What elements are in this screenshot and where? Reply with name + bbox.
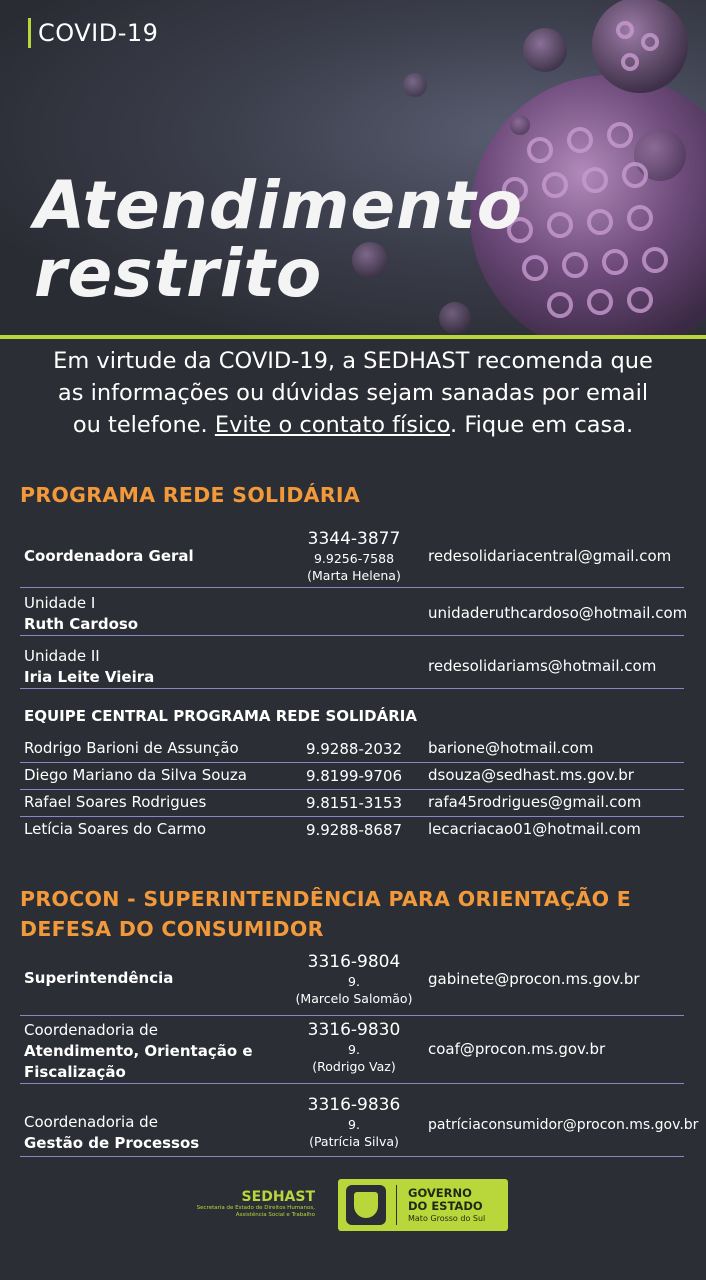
team-heading: EQUIPE CENTRAL PROGRAMA REDE SOLIDÁRIA (24, 707, 417, 725)
team-name: Rodrigo Barioni de Assunção (24, 739, 239, 757)
contact-row-superintendencia (20, 950, 684, 1016)
governo-logo (338, 1179, 508, 1231)
contact-row-coordenadoria-gestao (20, 1086, 699, 1157)
section-title-programa: PROGRAMA REDE SOLIDÁRIA (20, 483, 361, 507)
team-row (20, 790, 684, 817)
governo-text: GOVERNO DO ESTADO Mato Grosso do Sul (408, 1186, 486, 1223)
team-row (20, 817, 684, 843)
procon-title-line1: PROCON - SUPERINTENDÊNCIA PARA ORIENTAÇÃO E (20, 887, 632, 911)
intro-line3-post: . Fique em casa. (450, 412, 634, 438)
intro-line3-pre: ou telefone. (72, 412, 215, 438)
contact-row-unidade-2 (20, 637, 684, 689)
intro-emphasis: Evite o contato físico (214, 412, 451, 438)
contact-email[interactable]: unidaderuthcardoso@hotmail.com (428, 604, 688, 622)
hero-title-line2: restrito (34, 235, 323, 312)
sedhast-sub2: Assistência Social e Trabalho (235, 1212, 315, 1218)
section-title-procon (20, 884, 631, 944)
hero-title (34, 167, 524, 312)
team-phone: 9.8199-9706 (305, 767, 403, 785)
contact-row-coordenadoria-atendimento (20, 1017, 684, 1084)
team-email[interactable]: dsouza@sedhast.ms.gov.br (428, 766, 634, 784)
team-phone: 9.9288-2032 (305, 740, 403, 758)
sedhast-sub1: Secretaria de Estado de Direitos Humanos, (196, 1205, 315, 1211)
contact-name: Unidade II Iria Leite Vieira (24, 647, 155, 686)
team-phone: 9.8151-3153 (305, 794, 403, 812)
contact-phone: 3316-9830 9. (Rodrigo Vaz) (307, 1020, 401, 1074)
logo-divider (396, 1185, 397, 1225)
procon-title-line2: DEFESA DO CONSUMIDOR (20, 917, 324, 941)
contact-email[interactable]: patríciaconsumidor@procon.ms.gov.br (428, 1117, 699, 1133)
team-row (20, 763, 684, 790)
hero-banner (0, 0, 706, 338)
contact-phone: 3344-3877 9.9256-7588 (Marta Helena) (307, 529, 401, 583)
contact-email[interactable]: coaf@procon.ms.gov.br (428, 1040, 606, 1058)
sedhast-title: SEDHAST (241, 1189, 315, 1205)
state-crest-icon (346, 1185, 386, 1225)
intro-line3 (20, 409, 686, 441)
contact-name: Coordenadoria de Gestão de Processos (24, 1113, 200, 1152)
contact-row-coordenadora (20, 526, 684, 588)
team-name: Rafael Soares Rodrigues (24, 793, 207, 811)
intro-line2: as informações ou dúvidas sejam sanadas por email (57, 380, 649, 406)
covid-tag: COVID-19 (28, 18, 158, 48)
team-phone: 9.9288-8687 (305, 821, 403, 839)
contact-email[interactable]: gabinete@procon.ms.gov.br (428, 970, 640, 988)
team-name: Diego Mariano da Silva Souza (24, 766, 247, 784)
hero-title-line1: Atendimento (34, 167, 524, 244)
intro-text (20, 345, 686, 441)
contact-email[interactable]: redesolidariacentral@gmail.com (428, 547, 672, 565)
team-email[interactable]: lecacriacao01@hotmail.com (428, 820, 641, 838)
team-name: Letícia Soares do Carmo (24, 820, 207, 838)
team-row (20, 736, 684, 763)
footer-logos (0, 1175, 706, 1235)
accent-divider (0, 335, 706, 339)
intro-line1: Em virtude da COVID-19, a SEDHAST recomenda que (53, 348, 653, 374)
team-email[interactable]: barione@hotmail.com (428, 739, 594, 757)
contact-email[interactable]: redesolidariams@hotmail.com (428, 657, 657, 675)
contact-name: Coordenadoria de Atendimento, Orientação e Fiscalização (24, 1021, 253, 1081)
contact-phone: 3316-9836 9. (Patrícia Silva) (307, 1095, 401, 1149)
sedhast-logo (190, 1189, 315, 1219)
contact-row-unidade-1 (20, 589, 688, 636)
contact-phone: 3316-9804 9. (Marcelo Salomão) (295, 952, 413, 1006)
team-email[interactable]: rafa45rodrigues@gmail.com (428, 793, 642, 811)
contact-name: Unidade I Ruth Cardoso (24, 594, 139, 633)
contact-name: Superintendência (24, 969, 174, 987)
contact-name: Coordenadora Geral (24, 547, 194, 565)
